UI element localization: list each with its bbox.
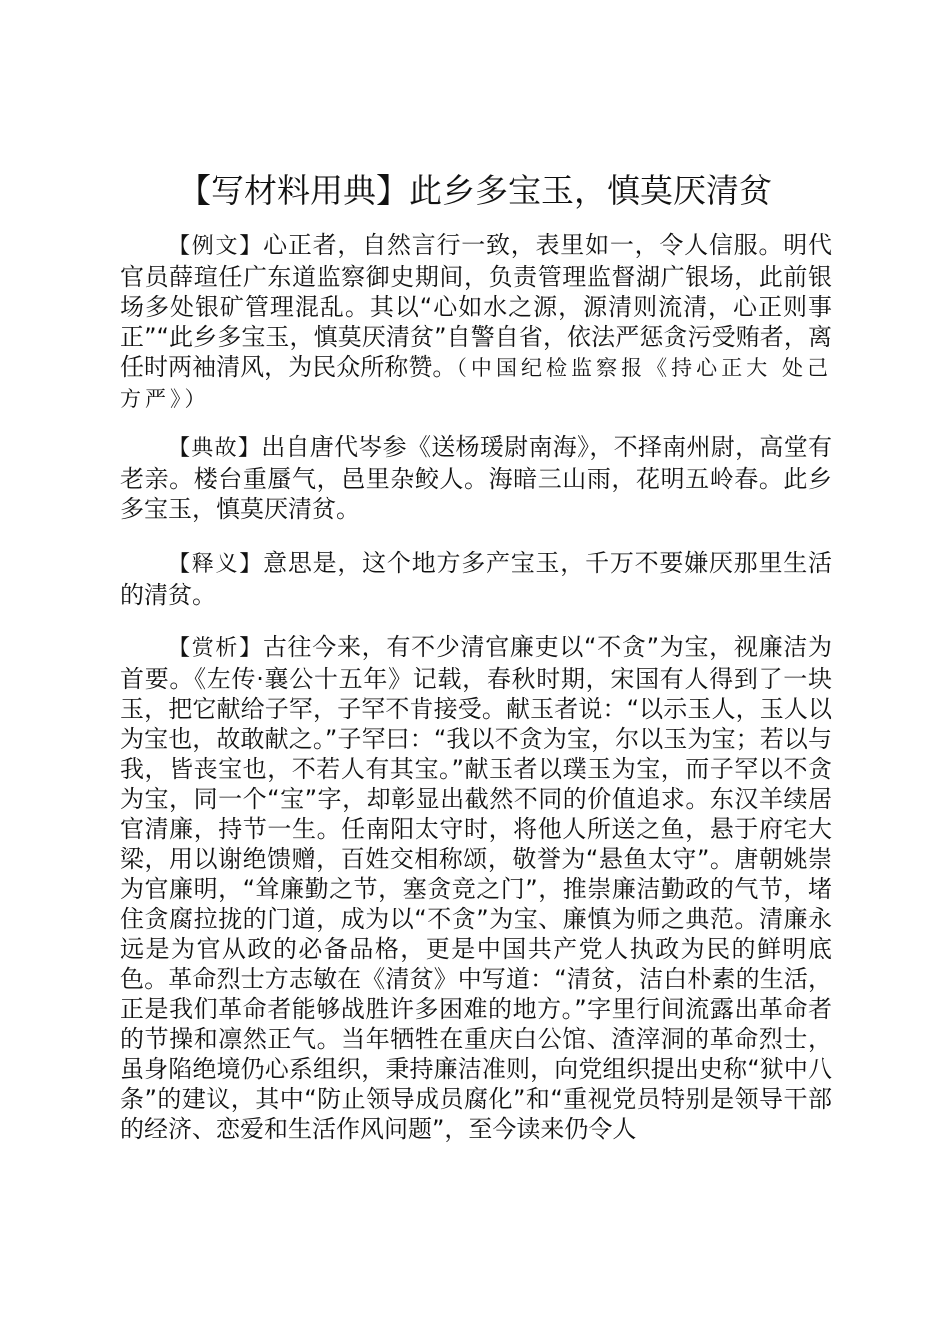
analysis-paragraph	[120, 632, 832, 1144]
meaning-tag: 【释义】	[168, 552, 264, 577]
meaning-paragraph	[120, 548, 832, 610]
example-paragraph	[120, 230, 832, 414]
allusion-tag: 【典故】	[168, 436, 262, 461]
example-source: （中国纪检监察报《持心正大 处己方严》）	[120, 356, 833, 411]
analysis-section	[120, 632, 832, 1144]
example-text: 心正者，自然言行一致，表里如一，令人信服。明代官员薛瑄任广东道监察御史期间，负责管理监督湖广银场，此前银场多处银矿管理混乱。其以“心如水之源，源清则流清，心正则事正”“此乡多宝玉，慎莫厌清贫”自警自省，依法严惩贪污受贿者，离任时两袖清风，为民众所称赞。	[120, 231, 832, 381]
allusion-text: 出自唐代岑参《送杨瑗尉南海》，不择南州尉，高堂有老亲。楼台重蜃气，邑里杂鲛人。海暗三山雨，花明五岭春。此乡多宝玉，慎莫厌清贫。	[120, 433, 832, 523]
allusion-section	[120, 432, 832, 524]
allusion-paragraph	[120, 432, 832, 524]
meaning-section	[120, 548, 832, 610]
analysis-tag: 【赏析】	[168, 636, 263, 661]
meaning-text: 意思是，这个地方多产宝玉，千万不要嫌厌那里生活的清贫。	[120, 549, 832, 609]
example-tag: 【例文】	[168, 234, 264, 259]
page-title: 【写材料用典】此乡多宝玉，慎莫厌清贫	[178, 171, 772, 210]
analysis-text: 古往今来，有不少清官廉吏以“不贪”为宝，视廉洁为首要。《左传·襄公十五年》记载，春秋时期，宋国有人得到了一块玉，把它献给子罕，子罕不肯接受。献玉者说：“以示玉人，玉人以为宝也，故敢献之。”子罕曰：“我以不贪为宝，尔以玉为宝；若以与我，皆丧宝也，不若人有其宝。”献玉者以璞玉为宝，而子罕以不贪为宝，同一个“宝”字，却彰显出截然不同的价值追求。东汉羊续居官清廉，持节一生。任南阳太守时，将他人所送之鱼，悬于府宅大梁，用以谢绝馈赠，百姓交相称颂，敬誉为“悬鱼太守”。唐朝姚崇为官廉明，“耸廉勤之节，塞贪竞之门”，推崇廉洁勤政的气节，堵住贪腐拉拢的门道，成为以“不贪”为宝、廉慎为师之典范。清廉永远是为官从政的必备品格，更是中国共产党人执政为民的鲜明底色。革命烈士方志敏在《清贫》中写道：“清贫，洁白朴素的生活，正是我们革命者能够战胜许多困难的地方。”字里行间流露出革命者的节操和凛然正气。当年牺牲在重庆白公馆、渣滓洞的革命烈士，虽身陷绝境仍心系组织，秉持廉洁准则，向党组织提出史称“狱中八条”的建议，其中“防止领导成员腐化”和“重视党员特别是领导干部的经济、恋爱和生活作风问题”，至今读来仍令人	[120, 633, 832, 1143]
example-section	[120, 230, 832, 414]
